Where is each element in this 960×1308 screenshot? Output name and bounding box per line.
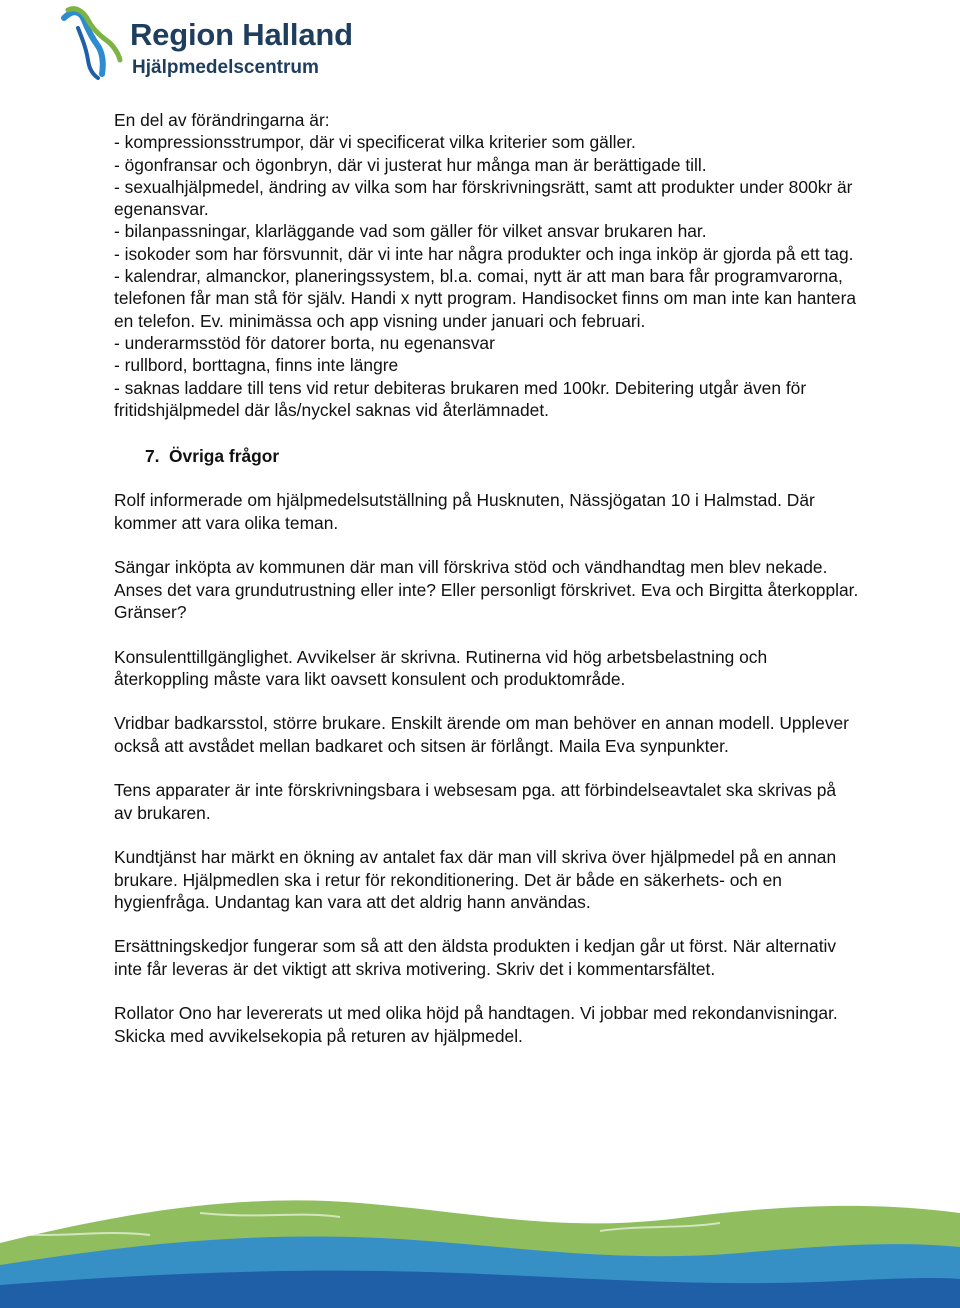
paragraph: Sängar inköpta av kommunen där man vill förskriva stöd och vändhandtag men blev nekade. Anses det vara grundutrustning eller inte? Eller personligt förskrivet. Eva och Birgitta återkopplar. Gränser? xyxy=(114,557,859,622)
region-halland-logo xyxy=(58,4,378,84)
section-number: 7. xyxy=(145,446,160,467)
change-item: - isokoder som har försvunnit, där vi inte har några produkter och inga inköp är gjorda på ett tag. xyxy=(114,243,854,264)
change-item: - underarmsstöd för datorer borta, nu egenansvar xyxy=(114,332,495,353)
change-item: - ögonfransar och ögonbryn, där vi justerat hur många man är berättigade till. xyxy=(114,154,707,175)
change-item: - kompressionsstrumpor, där vi specificerat vilka kriterier som gäller. xyxy=(114,132,636,153)
section-title: Övriga frågor xyxy=(169,446,280,467)
org-name: Region Halland xyxy=(130,17,353,52)
change-item: - bilanpassningar, klarläggande vad som gäller för vilket ansvar brukaren har. xyxy=(114,221,707,242)
footer-wave-decoration xyxy=(0,1173,960,1308)
region-halland-emblem-icon xyxy=(58,4,130,84)
paragraph: Kundtjänst har märkt en ökning av antalet fax där man vill skriva över hjälpmedel på en annan brukare. Hjälpmedlen ska i retur för rekonditionering. Det är både en säkerhets- och en hygienfråga. Undantag kan vara att det aldrig hann användas. xyxy=(114,847,837,912)
changes-intro: En del av förändringarna är: xyxy=(114,110,330,130)
paragraph: Konsulenttillgänglighet. Avvikelser är skrivna. Rutinerna vid hög arbetsbelastning och återkoppling måste vara likt oavsett konsulent och produktområde. xyxy=(114,646,768,689)
document-body xyxy=(114,109,859,1069)
change-item: - kalendrar, almanckor, planeringssystem, bl.a. comai, nytt är att man bara får programvarorna, telefonen får man stå för själv. Handi x nytt program. Handisocket finns om man inte kan hantera en telefon. Ev. minimässa och app visning under januari och februari. xyxy=(114,266,857,331)
section-heading xyxy=(114,445,859,467)
paragraph: Rollator Ono har levererats ut med olika höjd på handtagen. Vi jobbar med rekondanvisningar. Skicka med avvikelsekopia på returen av hjälpmedel. xyxy=(114,1003,838,1046)
paragraph: Ersättningskedjor fungerar som så att den äldsta produkten i kedjan går ut först. När alternativ inte får leveras är det viktigt att skriva motivering. Skriv det i kommentarsfältet. xyxy=(114,936,837,979)
change-item: - saknas laddare till tens vid retur debiteras brukaren med 100kr. Debitering utgår även för fritidshjälpmedel där lås/nyckel saknas vid återlämnadet. xyxy=(114,377,807,420)
unit-name: Hjälpmedelscentrum xyxy=(132,57,319,78)
paragraph: Vridbar badkarsstol, större brukare. Enskilt ärende om man behöver en annan modell. Upplever också att avstådet mellan badkaret och sitsen är förlångt. Maila Eva synpunkter. xyxy=(114,713,849,756)
change-item: - rullbord, borttagna, finns inte längre xyxy=(114,355,399,376)
paragraph: Rolf informerade om hjälpmedelsutställning på Husknuten, Nässjögatan 10 i Halmstad. Där kommer att vara olika teman. xyxy=(114,490,815,533)
change-item: - sexualhjälpmedel, ändring av vilka som har förskrivningsrätt, samt att produkter under 800kr är egenansvar. xyxy=(114,176,853,220)
paragraph: Tens apparater är inte förskrivningsbara i websesam pga. att förbindelseavtalet ska skrivas på av brukaren. xyxy=(114,780,837,823)
